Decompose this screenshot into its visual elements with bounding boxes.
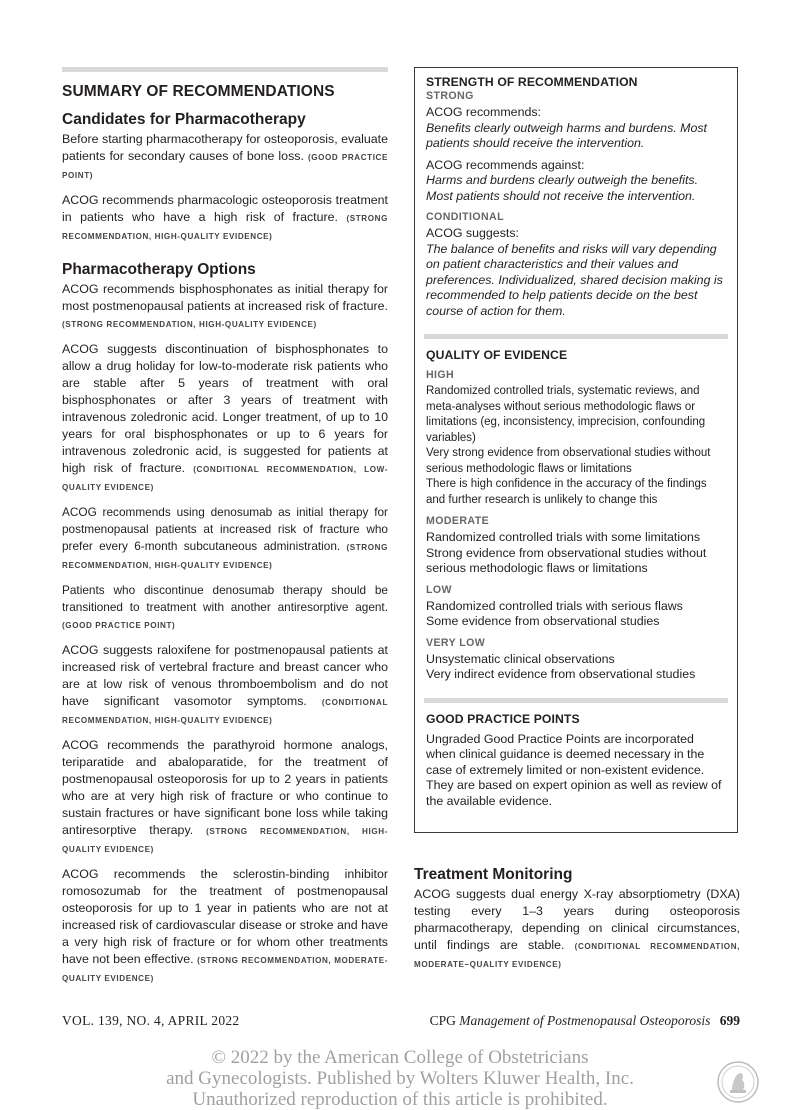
box-divider xyxy=(424,698,728,703)
evidence-tag: (STRONG RECOMMENDATION, MODERATE-QUALITY EVIDENCE) xyxy=(62,956,388,983)
evidence-tag: (STRONG RECOMMENDATION, HIGH-QUALITY EVIDENCE) xyxy=(62,214,388,241)
evidence-tag: (STRONG RECOMMENDATION, HIGH-QUALITY EVIDENCE) xyxy=(62,320,317,329)
suggests-text: The balance of benefits and risks will vary depending on patient characteristics and their values and preferences. Individualized, shared decision making is recommended to help patients decide on the best course of action for them. xyxy=(426,241,723,318)
low-text-2: Some evidence from observational studies xyxy=(426,614,660,628)
moderate-label: MODERATE xyxy=(426,515,490,527)
legend-box xyxy=(414,67,738,833)
running-title: CPG Management of Postmenopausal Osteoporosis 699 xyxy=(429,1013,740,1028)
recommendation-paragraph: ACOG recommends the parathyroid hormone analogs, teriparatide and abaloparatide, for the treatment of postmenopausal osteoporosis for up to 2 years in patients who are at very high risk of fracture or who continue to sustain fractures or have significant bone loss while taking antiresorptive therapy. (STRONG RECOMMENDATION, HIGH-QUALITY EVIDENCE) xyxy=(62,738,388,854)
publisher-seal-icon xyxy=(716,1060,760,1104)
recommendation-paragraph: Patients who discontinue denosumab therapy should be transitioned to treatment with another antiresorptive agent. (GOOD PRACTICE POINT) xyxy=(62,583,388,630)
against-text: Harms and burdens clearly outweigh the benefits. Most patients should not receive the intervention. xyxy=(426,173,699,203)
suggests-label: ACOG suggests: xyxy=(426,226,519,240)
high-text-3: There is high confidence in the accuracy of the findings and further research is unlikely to change this xyxy=(426,478,707,506)
very-low-label: VERY LOW xyxy=(426,636,486,649)
page-number: 699 xyxy=(719,1013,740,1028)
section-title-options: Pharmacotherapy Options xyxy=(62,261,256,278)
high-text-2: Very strong evidence from observational studies without serious methodologic flaws or limitations xyxy=(426,447,711,475)
evidence-tag: (STRONG RECOMMENDATION, HIGH-QUALITY EVIDENCE) xyxy=(62,827,388,854)
strong-label: STRONG xyxy=(426,90,474,102)
recommends-text: Benefits clearly outweigh harms and burdens. Most patients should receive the intervention. xyxy=(426,120,707,150)
low-text: Randomized controlled trials with serious flaws xyxy=(426,598,683,613)
high-text: Randomized controlled trials, systematic reviews, and meta-analyses without serious methodologic flaws or limitations (eg, inconsistency, imprecision, confounding variables) xyxy=(426,385,706,444)
very-low-text: Unsystematic clinical observations xyxy=(426,651,615,666)
section-title-candidates: Candidates for Pharmacotherapy xyxy=(62,111,306,128)
recommends-label: ACOG recommends: xyxy=(426,105,541,119)
box-divider xyxy=(424,334,728,339)
left-column xyxy=(62,67,388,995)
gpp-heading: GOOD PRACTICE POINTS xyxy=(426,711,580,726)
low-label: LOW xyxy=(426,583,452,596)
gpp-text: Ungraded Good Practice Points are incorporated when clinical guidance is deemed necessary in the case of extremely limited or non-existent evidence. They are based on expert opinion as well as review of the available evidence. xyxy=(426,731,722,808)
strength-heading: STRENGTH OF RECOMMENDATION xyxy=(426,75,638,89)
recommendation-paragraph: ACOG suggests raloxifene for postmenopausal patients at increased risk of vertebral fracture and breast cancer who are at low risk of venous thromboembolism and do not have significant vasomotor symptoms. (CONDITIONAL RECOMMENDATION, HIGH-QUALITY EVIDENCE) xyxy=(62,643,388,725)
recommendation-paragraph: ACOG recommends bisphosphonates as initial therapy for most postmenopausal patients at increased risk of fracture. (STRONG RECOMMENDATION, HIGH-QUALITY EVIDENCE) xyxy=(62,282,388,329)
quality-heading: QUALITY OF EVIDENCE xyxy=(426,348,568,362)
very-low-text-2: Very indirect evidence from observational studies xyxy=(426,667,696,681)
conditional-label: CONDITIONAL xyxy=(426,211,504,223)
moderate-text: Randomized controlled trials with some limitations xyxy=(426,530,701,544)
recommendation-paragraph: ACOG recommends using denosumab as initial therapy for postmenopausal patients at increased risk of fracture who prefer every 6-month subcutaneous administration. (STRONG RECOMMENDATION, HIGH-QUALITY EVIDENCE) xyxy=(62,505,388,570)
copyright-notice: © 2022 by the American College of Obstetricians and Gynecologists. Published by Wolters Kluwer Health, Inc. Unauthorized reproduction of this article is prohibited. xyxy=(166,1047,634,1110)
section-title-monitoring: Treatment Monitoring xyxy=(414,866,573,883)
volume-info: VOL. 139, NO. 4, APRIL 2022 xyxy=(62,1013,240,1028)
recommendation-paragraph: ACOG recommends pharmacologic osteoporosis treatment in patients who have a high risk of fracture. (STRONG RECOMMENDATION, HIGH-QUALITY EVIDENCE) xyxy=(62,193,388,241)
moderate-text-2: Strong evidence from observational studies without serious methodologic flaws or limitations xyxy=(426,545,707,575)
evidence-tag: (CONDITIONAL RECOMMENDATION, MODERATE–QUALITY EVIDENCE) xyxy=(414,942,740,969)
recommendation-paragraph: ACOG suggests discontinuation of bisphosphonates to allow a drug holiday for low-to-moderate risk patients who are stable after 5 years of treatment with oral bisphosphonates or after 3 years of treatment with intravenous zoledronic acid. Longer treatment, of up to 10 years for oral bisphosphonates or up to 6 years for intravenous zoledronic acid, is suggested for patients at high risk of fracture. (CONDITIONAL RECOMMENDATION, LOW-QUALITY EVIDENCE) xyxy=(62,342,388,492)
recommendation-paragraph: Before starting pharmacotherapy for osteoporosis, evaluate patients for secondary causes of bone loss. (GOOD PRACTICE POINT) xyxy=(62,132,388,180)
summary-heading: SUMMARY OF RECOMMENDATIONS xyxy=(62,83,335,100)
evidence-tag: (CONDITIONAL RECOMMENDATION, LOW-QUALITY EVIDENCE) xyxy=(62,465,388,492)
against-label: ACOG recommends against: xyxy=(426,157,585,172)
recommendation-paragraph: ACOG recommends the sclerostin-binding inhibitor romosozumab for the treatment of postmenopausal osteoporosis for up to 1 year in patients who are not at increased risk of cardiovascular disease or stroke and have a very high risk of fracture or for whom other treatments have not been effective. (STRONG RECOMMENDATION, MODERATE-QUALITY EVIDENCE) xyxy=(62,867,388,983)
evidence-tag: (GOOD PRACTICE POINT) xyxy=(62,621,176,630)
high-label: HIGH xyxy=(426,369,455,381)
evidence-tag: (STRONG RECOMMENDATION, HIGH-QUALITY EVIDENCE) xyxy=(62,543,388,570)
monitoring-section xyxy=(414,866,740,981)
evidence-tag: (GOOD PRACTICE POINT) xyxy=(62,153,388,180)
evidence-tag: (CONDITIONAL RECOMMENDATION, HIGH-QUALITY EVIDENCE) xyxy=(62,698,388,725)
recommendation-paragraph: ACOG suggests dual energy X-ray absorptiometry (DXA) testing every 1–3 years during osteoporosis pharmacotherapy, depending on clinical circumstances, until findings are stable. (CONDITIONAL RECOMMENDATION, MODERATE–QUALITY EVIDENCE) xyxy=(414,887,740,969)
top-rule xyxy=(62,67,388,72)
